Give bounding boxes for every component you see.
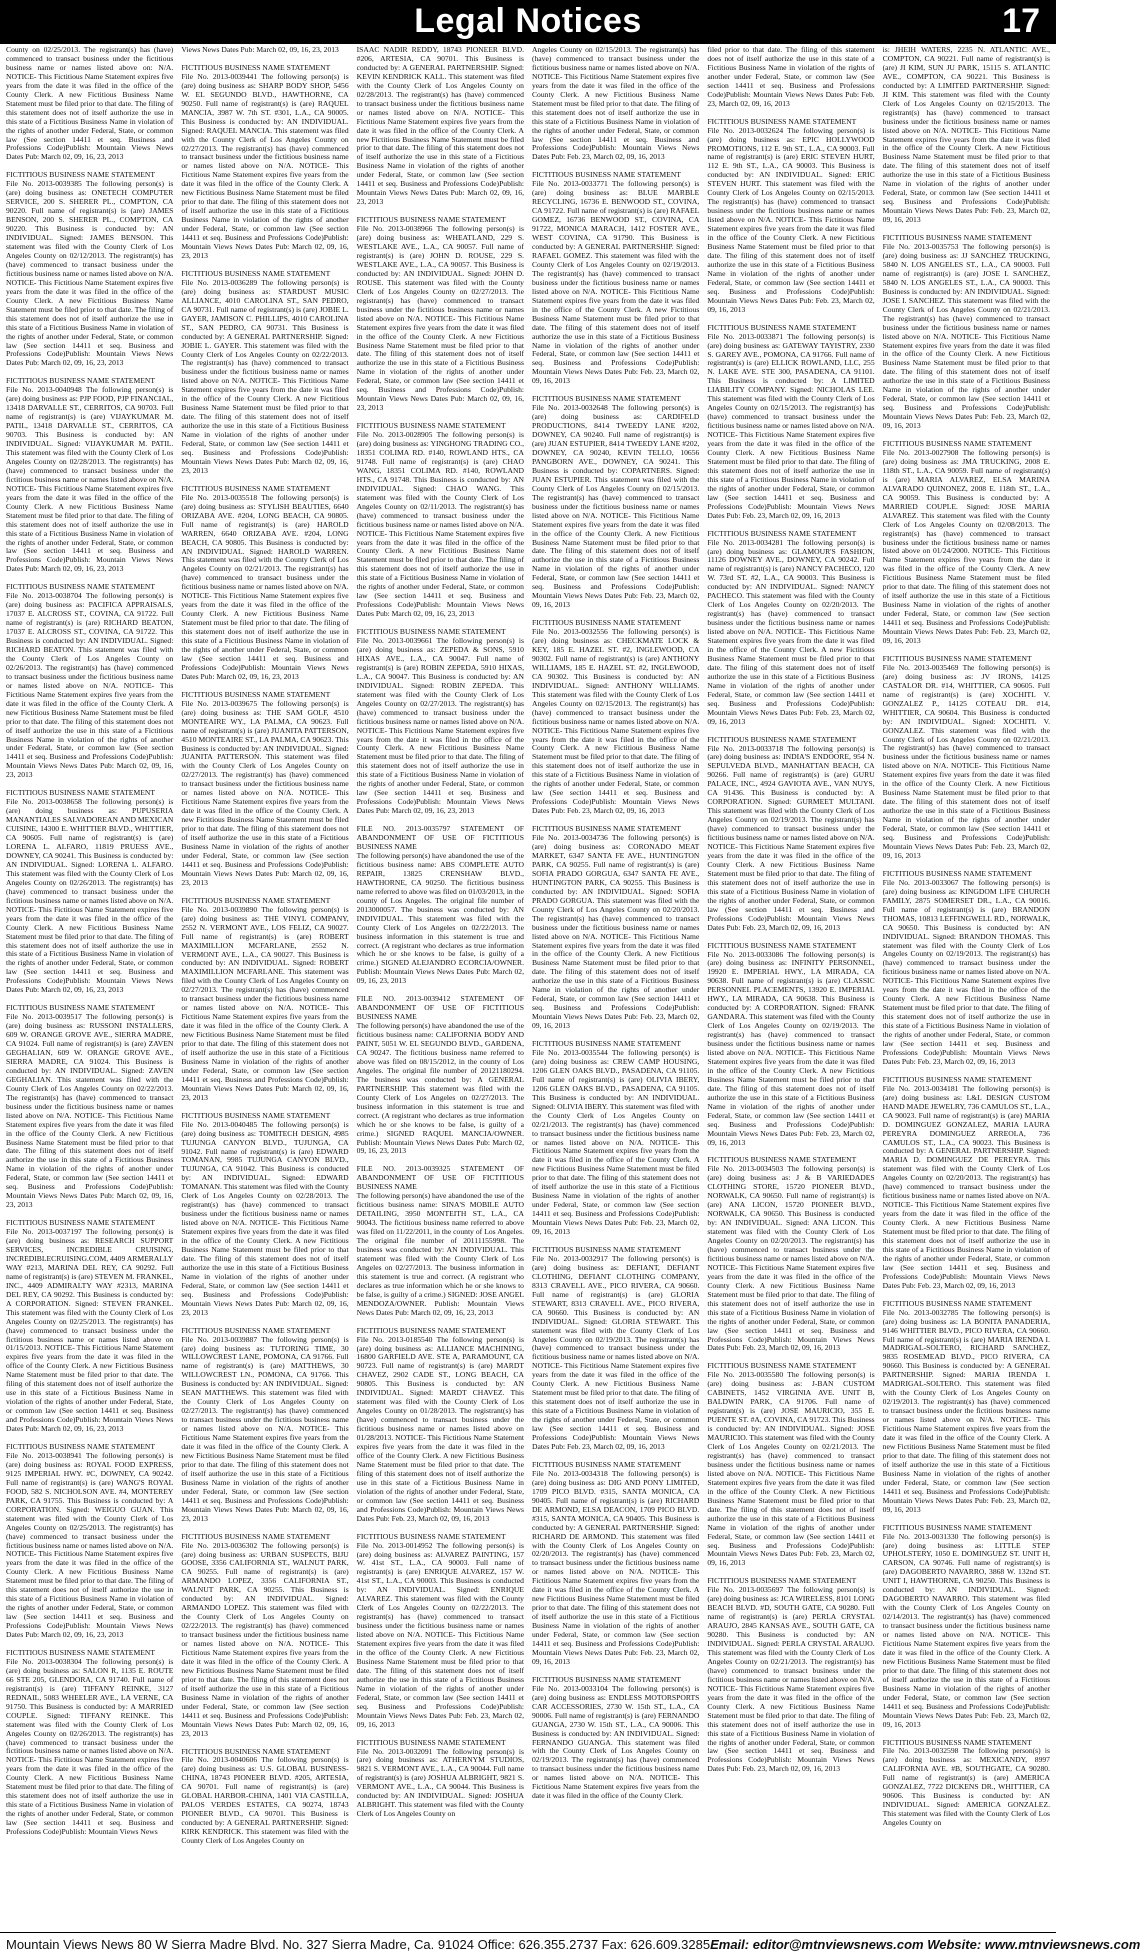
notice-body: File No. 2013-0038658 The following person(s) is (are) doing business as: PUPUSERIA MANANTIALES SALVADOREAN AND MEXICAN CUISINE, 14300 E. WHITTIER BLVD., WHITTIER, CA 90605. Full name of registrant(s) is (are) LORENA L. ALFARO, 11819 PRUESS AVE., DOWNEY, CA 90241. This Business is conducted by: AN INDIVIDUAL. Signed: LORENA L. ALFARO. This statement was filed with the County Clerk of Los Angeles County on 02/26/2013. The registrant(s) has (have) commenced to transact business under the fictitious business name or names listed above on N/A. NOTICE- This Fictitious Name Statement expires five years from the date it was filed in the office of the County Clerk. A new Fictitious Business Name Statement must be filed prior to that date. The filing of this statement does not of itself authorize the use in this state of a Fictitious Business Name in violation of the rights of another under Federal, State, or common law (See section 14411 et seq. Business and Professions Code)Publish: Mountain Views News Dates Pub: March 02, 09, 16, 23, 2013: [6, 797, 174, 995]
notice-title: FILE NO. 2013-0039325 STATEMENT OF ABANDONMENT OF USE OF FICTITIOUS BUSINESS NAME: [356, 1164, 524, 1192]
notice-column: [6, 46, 173, 1928]
legal-notice: [707, 118, 874, 315]
notice-title: FICTITIOUS BUSINESS NAME STATEMENT: [531, 170, 681, 180]
legal-notice: [883, 870, 1050, 1067]
notice-body: File No. 2013-0037197 The following person(s) is (are) doing business as: RESEARCH SUPPORT SERVICES, INCREDIBLE CRUISING, INCREDIBLECRUISING.COM, 4409 ARMERALLY WAY #213, MARINA DEL REY, CA 90292. Full name of registrant(s) is (are) STEVEN M. FRANKEL, INC., 4409 ADMIRALTY WAY #2313, MARINA DEL REY, CA 90292. This Business is conducted by: A CORPORATION. Signed: STEVEN FRANKEL. This statement was filed with the County Clerk of Los Angeles County on 02/25/2013. The registrant(s) has (have) commenced to transact business under the fictitious business name or names listed above on 01/15/2013. NOTICE- This Fictitious Name Statement expires five years from the date it was filed in the office of the County Clerk. A new Fictitious Business Name Statement must be filed prior to that date. The filing of this statement does not of itself authorize the use in this state of a Fictitious Business Name in violation of the rights of another under Federal, State, or common law (See section 14411 et seq. Business and Professions Code)Publish: Mountain Views News Dates Pub: March 02, 09, 16, 23, 2013: [6, 1227, 174, 1434]
notice-title: FICTITIOUS BUSINESS NAME STATEMENT: [882, 233, 1032, 243]
legal-notice: [357, 1739, 524, 1820]
legal-notice: [6, 1219, 173, 1434]
notice-body: File No. 2013-0032091 The following person(s) is (are) doing business as: ATHERNYM STUDIOS, 9821 S. VERMONT AVE., L.A., CA 90044. Full name of registrant(s) is (are) JOSHUA ALBRIGHT, 9821 S. VERMONT AVE., L.A., CA 90044. This Business is conducted by: AN INDIVIDUAL. Signed: JOSHUA ALBRIGHT. This statement was filed with the County Clerk of Los Angeles County on: [356, 1746, 524, 1819]
notice-title: FICTITIOUS BUSINESS NAME STATEMENT: [707, 734, 857, 744]
notice-body: File No. 2013-0039675 The following person(s) is (are) doing business as: THE SAM GOLF, 4510 MONTEAIRE WY., LA PALMA, CA 90623. Full name of registrant(s) is (are) JUANITA PATTERSON, 4510 MONTEAIRE ST., LA PALMA, CA 90623. This Business is conducted by: AN INDIVIDUAL. Signed: JUANITA PATTERSON. This statement was filed with the County Clerk of Los Angeles County on 02/27/2013. The registrant(s) has (have) commenced to transact business under the fictitious business name or names listed above on N/A. NOTICE- This Fictitious Name Statement expires five years from the date it was filed in the office of the County Clerk. A new Fictitious Business Name Statement must be filed prior to that date. The filing of this statement does not of itself authorize the use in this state of a Fictitious Business Name in violation of the rights of another under Federal, State, or common law (See section 14411 et seq. Business and Professions Code)Publish: Mountain Views News Dates Pub: March 02, 09, 16, 23, 2013: [181, 698, 349, 887]
notice-title: FICTITIOUS BUSINESS NAME STATEMENT: [6, 1647, 155, 1657]
legal-notice: [883, 1300, 1050, 1515]
legal-notice: [707, 46, 874, 109]
legal-notice: [6, 1443, 173, 1640]
legal-notice: [6, 1649, 173, 1837]
notice-body: ISAAC NADIR REDDY, 18743 PIONEER BLVD. #206, ARTESIA, CA 90701. This Business is conducted by: A GENERAL PARTNERSHIP. Signed: KEVIN KENDRICK KALL. This statement was filed with the County Clerk of Los Angeles County on 02/28/2013. The registrant(s) has (have) commenced to transact business under the fictitious business name or names listed above on N/A. NOTICE- This Fictitious Name Statement expires five years from the date it was filed in the office of the County Clerk. A new Fictitious Business Name Statement must be filed prior to that date. The filing of this statement does not of itself authorize the use in this state of a Fictitious Business Name in violation of the rights of another under Federal, State, or common law (See section 14411 et seq. Business and Professions Code)Publish: Mountain Views News Dates Pub: March 02, 09, 16, 23, 2013: [356, 45, 524, 207]
legal-notice: [532, 1461, 699, 1667]
legal-notice: [532, 1246, 699, 1452]
legal-notice: [532, 395, 699, 610]
notice-title: FICTITIOUS BUSINESS NAME STATEMENT: [181, 483, 331, 493]
notice-body: File No. 2013-0033771 The following person(s) is (are) doing business as: BLUE MARBLE RECYCLING, 16736 E. BENWOOD ST., COVINA, CA 91722. Full name of registrant(s) is (are) RAFAEL GOMEZ, 16736 BENWOOD ST., COVINA, CA 91722, MONICA MARACH, 1412 FOSTER AVE., WEST COVINA, CA 91790. This Business is conducted by: A GENERAL PARTNERSHIP. Signed: RAFAEL GOMEZ. This statement was filed with the County Clerk of Los Angeles County on 02/19/2013. The registrant(s) has (have) commenced to transact business under the fictitious business name or names listed above on N/A. NOTICE- This Fictitious Name Statement expires five years from the date it was filed in the office of the County Clerk. A new Fictitious Business Name Statement must be filed prior to that date. The filing of this statement does not of itself authorize the use in this state of a Fictitious Business Name in violation of the rights of another under Federal, State, or common law (See section 14411 et seq. Business and Professions Code)Publish: Mountain Views News Dates Pub: Feb. 23, March 02, 09, 16, 2013: [531, 179, 700, 386]
notice-title: FICTITIOUS BUSINESS NAME STATEMENT: [6, 582, 155, 592]
notice-body: File No. 2013-0040606 The following person(s) is (are) doing business as: U.S. GLOBAL BUSINESS-CHINA, 18743 PIONEER BLVD. #205, ARTESIA, CA 90701. Full name of registrant(s) is (are) GLOBAL HARBOR-CHINA, 1401 VIA CASTILLA, PALOS VERDES ESTATES, CA 90274, 18743 PIONEER BLVD., CA 90701. This Business is conducted by: A GENERAL PARTNERSHIP. Signed: KIRK KENDRICK. This statement was filed with the County Clerk of Los Angeles County on: [181, 1755, 349, 1846]
legal-notice: [532, 1676, 699, 1801]
legal-notice: [6, 789, 173, 995]
notice-title: FICTITIOUS BUSINESS NAME STATEMENT: [181, 1746, 331, 1756]
legal-notice: [532, 171, 699, 386]
legal-notice: [883, 1739, 1050, 1829]
legal-notice: [883, 440, 1050, 646]
legal-notice: [6, 46, 173, 162]
notice-title: FICTITIOUS BUSINESS NAME STATEMENT: [707, 528, 857, 538]
notice-body: File No. 2013-0035753 The following person(s) is (are) doing business as: JJ SANCHEZ TRUCKING, 5840 N. LOS ANGELES ST., L.A., CA 90003. Full name of registrant(s) is (are) JOSE I. SANCHEZ, 5840 N. LOS ANGELES ST., L.A., CA 90003. This Business is conducted by: AN INDIVIDUAL. Signed: JOSE I. SANCHEZ. This statement was filed with the County Clerk of Los Angeles County on 02/21/2013. The registrant(s) has (have) commenced to transact business under the fictitious business name or names listed above on N/A. NOTICE- This Fictitious Name Statement expires five years from the date it was filed in the office of the County Clerk. A new Fictitious Business Name Statement must be filed prior to that date. The filing of this statement does not of itself authorize the use in this state of a Fictitious Business Name in violation of the rights of another under Federal, State, or common law (See section 14411 et seq. Business and Professions Code)Publish: Mountain Views News Dates Pub: Feb. 23, March 02, 09, 16, 2013: [882, 242, 1050, 431]
notice-body: File No. 2013-0033871 The following person(s) is (are) doing business as: GATEWAY TAYISTRY, 2330 S. GAREY AVE., POMONA, CA 91766. Full name of registrant(s) is (are) ELLICK ROWLAND, LLC, 255 N. LAKE AVE. STE 300, PASADENA, CA 91101. This Business is conducted by: A LIMITED LIABILITY COMPANY. Signed: NICHOLAS LEE. This statement was filed with the County Clerk of Los Angeles County on 02/15/2013. The registrant(s) has (have) commenced to transact business under the fictitious business name or names listed above on N/A. NOTICE- This Fictitious Name Statement expires five years from the date it was filed in the office of the County Clerk. A new Fictitious Business Name Statement must be filed prior to that date. The filing of this statement does not of itself authorize the use in this state of a Fictitious Business Name in violation of the rights of another under Federal, State, or common law (See section 14411 et seq. Business and Professions Code)Publish: Mountain Views News Dates Pub: Feb. 23, March 02, 09, 16, 2013: [707, 331, 875, 520]
notice-title: FICTITIOUS BUSINESS NAME STATEMENT: [181, 689, 331, 699]
notice-title: FICTITIOUS BUSINESS NAME STATEMENT: [882, 1522, 1032, 1532]
notice-title: FICTITIOUS BUSINESS NAME STATEMENT: [707, 116, 857, 126]
notice-body: File No. 2013-0031330 The following person(s) is (are) doing business as: LITTLE STEP UPHOLSTERY, 1050 E. DOMINGUEZ ST. UNIT H, CARSON, CA 90746. Full name of registrant(s) is (are) DAGOBERTO NAVARRO, 3868 W. 132nd ST. UNIT I, HAWTHORNE, CA 90250. This Business is conducted by: AN INDIVIDUAL. Signed: DAGOBERTO NAVARRO. This statement was filed with the County Clerk of Los Angeles County on 02/14/2013. The registrant(s) has (have) commenced to transact business under the fictitious business name or names listed above on N/A. NOTICE- This Fictitious Name Statement expires five years from the date it was filed in the office of the County Clerk. A new Fictitious Business Name Statement must be filed prior to that date. The filing of this statement does not of itself authorize the use in this state of a Fictitious Business Name in violation of the rights of another under Federal, State, or common law (See section 14411 et seq. Business and Professions Code)Publish: Mountain Views News Dates Pub: Feb. 23, March 02, 09, 16, 2013: [882, 1531, 1050, 1729]
legal-notice: [532, 619, 699, 816]
notice-title: FICTITIOUS BUSINESS NAME STATEMENT: [6, 1003, 155, 1013]
page-header: [0, 0, 1056, 44]
legal-notice: [181, 46, 348, 55]
legal-notice: [883, 46, 1050, 225]
notice-title: FICTITIOUS BUSINESS NAME STATEMENT: [6, 1218, 155, 1228]
notice-title: FICTITIOUS BUSINESS NAME STATEMENT: [531, 824, 681, 834]
legal-notice: [883, 655, 1050, 861]
legal-notice: [707, 324, 874, 521]
notice-body: File No. 2013-0033104 The following person(s) is (are) doing business as: ENDLESS MOTORSPORTS CAR ACCESSORIES, 2730 W. 15th ST., L.A., CA 90006. Full name of registrant(s) is (are) FERNANDO GUANGA, 2730 W. 15th ST., L.A., CA 90006. This Business is conducted by: AN INDIVIDUAL. Signed: FERNANDO GUANGA. This statement was filed with the County Clerk of Los Angeles County on 02/19/2013. The registrant(s) has (have) commenced to transact business under the fictitious business name or names listed above on N/A. NOTICE- This Fictitious Name Statement expires five years from the date it was filed in the office of the County Clerk.: [531, 1683, 700, 1801]
notice-body: File No. 2013-0039517 The following person(s) is (are) doing business as: RUSSONI INSTALLERS, 609 W. ORANGE GROVE AVE., SIERRA MADRE, CA 91024. Full name of registrant(s) is (are) ZAVEN GEGHALIAN, 609 W. ORANGE GROVE AVE., SIERRA MADRE, CA 91024. This Business is conducted by: AN INDIVIDUAL. Signed: ZAVEN GEGHALIAN. This statement was filed with the County Clerk of Los Angeles County on 02/22/2013. The registrant(s) has (have) commenced to transact business under the fictitious business name or names listed above on N/A. NOTICE- This Fictitious Name Statement expires five years from the date it was filed in the office of the County Clerk. A new Fictitious Business Name Statement must be filed prior to that date. The filing of this statement does not of itself authorize the use in this state of a Fictitious Business Name in violation of the rights of another under Federal, State, or common law (See section 14411 et seq. Business and Professions Code)Publish: Mountain Views News Dates Pub: March 02, 09, 16, 23, 2013: [6, 1012, 174, 1210]
notice-body: The following person(s) have abandoned the use of the fictitious business name: ABS COMPLETE AUTO REPAIR, 13825 CRENSHAW BLVD., HAWTHORNE, CA 90250. The fictitious business name referred to above was filed on 01/03/2013, in the county of Los Angeles. The original file number of 2013000057. The business was conducted by: AN INDIVIDUAL. This statement was filed with the County Clerk of Los Angeles on 02/22/2013. The business information in this statement is true and correct. (A registrant who declares as true information which he or she knows to be false, is guilty of a crime.) SIGNED ALEJANDRO ECORCIA/OWNER. Publish: Mountain Views News Dates Pub: March 02, 09, 16, 23, 2013: [356, 850, 524, 986]
notice-title: FICTITIOUS BUSINESS NAME STATEMENT: [356, 215, 506, 225]
legal-notice: [707, 1577, 874, 1774]
legal-notice: [357, 1533, 524, 1730]
notice-body: File No. 2013-0185540 The following person(s) is (are) doing business as: ALLIANCE MACHINING, 16800 GARFIELD AVE. STE A, PARAMOUNT, CA 90723. Full name of registrant(s) is (are) MARDT CHAVEZ, 2902 CADE ST., LONG BEACH, CA 90805. This Business is conducted by: AN INDIVIDUAL. Signed: MARDT CHAVEZ. This statement was filed with the County Clerk of Los Angeles County on 01/28/2013. The registrant(s) has (have) commenced to transact business under the fictitious business name or names listed above on 01/28/2013. NOTICE- This Fictitious Name Statement expires five years from the date it was filed in the office of the County Clerk. A new Fictitious Business Name Statement must be filed prior to that date. The filing of this statement does not of itself authorize the use in this state of a Fictitious Business Name in violation of the rights of another under Federal, State, or common law (See section 14411 et seq. Business and Professions Code)Publish: Mountain Views News Dates Pub: Feb. 23, March 02, 09, 16, 2013: [356, 1334, 524, 1523]
legal-notice: [6, 377, 173, 574]
notice-column: [883, 46, 1050, 1928]
legal-notice: [6, 1004, 173, 1210]
legal-notice: [883, 234, 1050, 431]
legal-notice: [357, 216, 524, 413]
notice-body: File No. 2013-0039385 The following person(s) is (are) doing business as: ONETECH COMPUTER SERVICE, 200 S. SHERER PL., COMPTON, CA 90220. Full name of registrant(s) is (are) JAMES BENSON, 200 S. SHERER PL., COMPTON, CA 90220. This Business is conducted by: AN INDIVIDUAL. Signed: JAMES BENSON. This statement was filed with the County Clerk of Los Angeles County on 02/12/2013. The registrant(s) has (have) commenced to transact business under the fictitious business name or names listed above on N/A. NOTICE- This Fictitious Name Statement expires five years from the date it was filed in the office of the County Clerk. A new Fictitious Business Name Statement must be filed prior to that date. The filing of this statement does not of itself authorize the use in this state of a Fictitious Business Name in violation of the rights of another under Federal, State, or common law (See section 14411 et seq. Business and Professions Code)Publish: Mountain Views News Dates Pub: March 02, 09, 16, 23, 2013: [6, 179, 174, 368]
notice-title: FICTITIOUS BUSINESS NAME STATEMENT: [707, 1155, 857, 1165]
notice-body: File No. 2013-0040485 The following person(s) is (are) doing business as: TOMITECH DESIGN, 4985 TUJUNGA CANYON BLVD., TUJUNGA, CA 91042. Full name of registrant(s) is (are) EDWARD TOMANAN, 9985 TUJUNGA CANYON BLVD., TUJUNGA, CA 91042. This Business is conducted by: AN INDIVIDUAL. Signed: EDWARD TOMANAN. This statement was filed with the County Clerk of Los Angeles County on 02/28/2013. The registrant(s) has (have) commenced to transact business under the fictitious business name or names listed above on N/A. NOTICE- This Fictitious Name Statement expires five years from the date it was filed in the office of the County Clerk. A new Fictitious Business Name Statement must be filed prior to that date. The filing of this statement does not of itself authorize the use in this state of a Fictitious Business Name in violation of the rights of another under Federal, State, or common law (See section 14411 et seq. Business and Professions Code)Publish: Mountain Views News Dates Pub: March 02, 09, 16, 23, 2013: [181, 1119, 349, 1317]
footer-contact-info: Email: editor@mtnviewsnews.com Website: www.mtnviewsnews.com: [710, 1937, 1140, 1952]
notice-title: FICTITIOUS BUSINESS NAME STATEMENT: [181, 1325, 331, 1335]
legal-notice: [883, 1524, 1050, 1730]
notice-body: File No. 2013-0027908 The following person(s) is (are) doing business as: JMA TRUCKING, 2008 E. 118th ST., L.A., CA 90059. Full name of registrant(s) is (are) MARIA ALVAREZ, ELSA MARINA ALVARADO QUINONEZ, 2008 E. 118th ST., L.A., CA 90059. This Business is conducted by: A MARRIED COUPLE. Signed: JOSE MARIA ALVAREZ. This statement was filed with the County Clerk of Los Angeles County on 02/08/2013. The registrant(s) has (have) commenced to transact business under the fictitious business name or names listed above on 01/24/2000. NOTICE- This Fictitious Name Statement expires five years from the date it was filed in the office of the County Clerk. A new Fictitious Business Name Statement must be filed prior to that date. The filing of this statement does not of itself authorize the use in this state of a Fictitious Business Name in violation of the rights of another under Federal, State, or common law (See section 14411 et seq. Business and Professions Code)Publish: Mountain Views News Dates Pub: Feb. 23, March 02, 09, 16, 2013: [882, 447, 1050, 645]
notice-title: FICTITIOUS BUSINESS NAME STATEMENT: [356, 1737, 506, 1747]
notice-body: File No. 2013-0040948 The following person(s) is (are) doing business as: PJP FOOD, PJP FINANCIAL, 13418 DARVALLE ST., CERRITOS, CA 90703. Full name of registrant(s) is (are) VIJAYKUMAR M. PATIL, 13418 DARVALLE ST., CERRITOS, CA 90703. This Business is conducted by: AN INDIVIDUAL. Signed: VIJAYKUMAR M. PATIL. This statement was filed with the County Clerk of Los Angeles County on 02/28/2013. The registrant(s) has (have) commenced to transact business under the fictitious business name or names listed above on N/A. NOTICE- This Fictitious Name Statement expires five years from the date it was filed in the office of the County Clerk. A new Fictitious Business Name Statement must be filed prior to that date. The filing of this statement does not of itself authorize the use in this state of a Fictitious Business Name in violation of the rights of another under Federal, State, or common law (See section 14411 et seq. Business and Professions Code)Publish: Mountain Views News Dates Pub: March 02, 09, 16, 23, 2013: [6, 385, 174, 574]
legal-notice: [357, 1327, 524, 1524]
legal-notice: [532, 46, 699, 162]
notice-title: FICTITIOUS BUSINESS NAME STATEMENT: [882, 439, 1032, 449]
notice-body: Angeles County on 02/15/2013. The registrant(s) has (have) commenced to transact business under the fictitious business name or names listed above on N/A. NOTICE- This Fictitious Name Statement expires five years from the date it was filed in the office of the County Clerk. A new Fictitious Business Name Statement must be filed prior to that date. The filing of this statement does not of itself authorize the use in this state of a Fictitious Business Name in violation of the rights of another under Federal, State, or common law (See section 14411 et seq. Business and Professions Code)Publish: Mountain Views News Dates Pub: Feb. 23, March 02, 09, 16, 2013: [531, 45, 700, 162]
notice-title: FICTITIOUS BUSINESS NAME STATEMENT: [707, 940, 857, 950]
notice-title: FICTITIOUS BUSINESS NAME STATEMENT: [6, 376, 155, 386]
notice-body: File No. 2013-0036289 The following person(s) is (are) doing business as: STARDUST MUSIC ALLIANCE, 4010 CAROLINA ST., SAN PEDRO, CA 90731. Full name of registrant(s) is (are) JOBIE L. GAYER, JAMISON C. PHILLIPS, 4010 CAROLINA ST., SAN PEDRO, CA 90731. This Business is conducted by: A GENERAL PARTNERSHIP. Signed: JOBIE L. GAYER. This statement was filed with the County Clerk of Los Angeles County on 02/22/2013. The registrant(s) has (have) commenced to transact business under the fictitious business name or names listed above on N/A. NOTICE- This Fictitious Name Statement expires five years from the date it was filed in the office of the County Clerk. A new Fictitious Business Name Statement must be filed prior to that date. The filing of this statement does not of itself authorize the use in this state of a Fictitious Business Name in violation of the rights of another under Federal, State, or common law (See section 14411 et seq. Business and Professions Code)Publish: Mountain Views News Dates Pub: March 02, 09, 16, 23, 2013: [181, 277, 349, 475]
notice-title: FICTITIOUS BUSINESS NAME STATEMENT: [882, 1737, 1032, 1747]
notice-body: File No. 2013-0034503 The following person(s) is (are) doing business as: J & B VARIEDADES CLOTHING STORE, 15720 PIONEER BLVD., NORWALK, CA 90650. Full name of registrant(s) is (are) ANA LICON, 15720 PIONEER BLVD., NORWALK, CA 90650. This Business is conducted by: AN INDIVIDUAL. Signed: ANA LICON. This statement was filed with the County Clerk of Los Angeles County on 02/20/2013. The registrant(s) has (have) commenced to transact business under the fictitious business name or names listed above on N/A. NOTICE- This Fictitious Name Statement expires five years from the date it was filed in the office of the County Clerk. A new Fictitious Business Name Statement must be filed prior to that date. The filing of this statement does not of itself authorize the use in this state of a Fictitious Business Name in violation of the rights of another under Federal, State, or common law (See section 14411 et seq. Business and Professions Code)Publish: Mountain Views News Dates Pub: Feb. 23, March 02, 09, 16, 2013: [707, 1164, 875, 1353]
notice-body: File No. 2013-0034181 The following person(s) is (are) doing business as: L&L DESIGN CUSTOM HAND MADE JEWELRY, 736 CAMULOS ST., L.A., CA 90023. Full name of registrant(s) is (are) MARIA D. DOMINGUEZ GONZALEZ, MARIA LAURA PEREYRA DOMINGUEZ ARREOLA, 736 CAMULOS ST., L.A., CA 90023. This Business is conducted by: A GENERAL PARTNERSHIP. Signed: MARIA D. DOMINGUEZ DE PEREYRA. This statement was filed with the County Clerk of Los Angeles County on 02/20/2013. The registrant(s) has (have) commenced to transact business under the fictitious business name or names listed above on N/A. NOTICE- This Fictitious Name Statement expires five years from the date it was filed in the office of the County Clerk. A new Fictitious Business Name Statement must be filed prior to that date. The filing of this statement does not of itself authorize the use in this state of a Fictitious Business Name in violation of the rights of another under Federal, State, or common law (See section 14411 et seq. Business and Professions Code)Publish: Mountain Views News Dates Pub: Feb. 23, March 02, 09, 16, 2013: [882, 1083, 1050, 1290]
notice-body: File No. 2013-0034736 The following person(s) is (are) doing business as: CORONADO MEAT MARKET, 6347 SANTA FE AVE., HUNTINGTON PARK, CA 90255. Full name of registrant(s) is (are) SOFIA PRADO GORGUA, 6347 SANTA FE AVE., HUNTINGTON PARK, CA 90255. This Business is conducted by: AN INDIVIDUAL. Signed: SOFIA PRADO GORGUA. This statement was filed with the County Clerk of Los Angeles County on 02/20/2013. The registrant(s) has (have) commenced to transact business under the fictitious business name or names listed above on N/A. NOTICE- This Fictitious Name Statement expires five years from the date it was filed in the office of the County Clerk. A new Fictitious Business Name Statement must be filed prior to that date. The filing of this statement does not of itself authorize the use in this state of a Fictitious Business Name in violation of the rights of another under Federal, State, or common law (See section 14411 et seq. Business and Professions Code)Publish: Mountain Views News Dates Pub: Feb. 23, March 02, 09, 16, 2013: [531, 833, 700, 1031]
notice-title: FICTITIOUS BUSINESS NAME STATEMENT: [531, 1245, 681, 1254]
notice-title: FICTITIOUS BUSINESS NAME STATEMENT: [531, 394, 681, 404]
notice-title: FICTITIOUS BUSINESS NAME STATEMENT: [181, 895, 331, 905]
section-title: Legal Notices: [414, 2, 642, 40]
notice-title: FICTITIOUS BUSINESS NAME STATEMENT: [707, 322, 857, 332]
notice-body: File No. 2013-0032556 The following person(s) is (are) doing business as: CHECKMATE LOCK & KEY, 185 E. HAZEL ST. #2, INGLEWOOD, CA 90302. Full name of registrant(s) is (are) ANTHONY WILLIAMS, 185 E. HAZEL ST. #2, INGLEWOOD, CA 90302. This Business is conducted by: AN INDIVIDUAL. Signed: ANTHONY WILLIAMS. This statement was filed with the County Clerk of Los Angeles County on 02/15/2013. The registrant(s) has (have) commenced to transact business under the fictitious business name or names listed above on N/A. NOTICE- This Fictitious Name Statement expires five years from the date it was filed in the office of the County Clerk. A new Fictitious Business Name Statement must be filed prior to that date. The filing of this statement does not of itself authorize the use in this state of a Fictitious Business Name in violation of the rights of another under Federal, State, or common law (See section 14411 et seq. Business and Professions Code)Publish: Mountain Views News Dates Pub: Feb. 23, March 02, 09, 16, 2013: [531, 627, 700, 816]
notice-body: File No. 2013-0032598 The following person(s) is (are) doing business as: MEXICANDY, 8997 CALIFORNIA AVE. #B, SOUTHGATE, CA 90280. Full name of registrant(s) is (are) AMERICA GONZALEZ, 7722 DICKENS DR., WHITTIER, CA 90606. This Business is conducted by: AN INDIVIDUAL. Signed: AMERICA GONZALEZ. This statement was filed with the County Clerk of Los Angeles County on: [882, 1746, 1050, 1828]
notice-column: [707, 46, 874, 1928]
legal-notice: [357, 46, 524, 207]
notice-body: File No. 2013-0038966 The following person(s) is (are) doing business as: WHEATLAND, 229 S. WESTLAKE AVE., L.A., CA 90057. Full name of registrant(s) is (are) JOHN D. ROUSE, 229 S. WESTLAKE AVE., L.A., CA 90057. This Business is conducted by: AN INDIVIDUAL. Signed: JOHN D. ROUSE. This statement was filed with the County Clerk of Los Angeles County on 02/27/2013. The registrant(s) has (have) commenced to transact business under the fictitious business name or names listed above on N/A. NOTICE- This Fictitious Name Statement expires five years from the date it was filed in the office of the County Clerk. A new Fictitious Business Name Statement must be filed prior to that date. The filing of this statement does not of itself authorize the use in this state of a Fictitious Business Name in violation of the rights of another under Federal, State, or common law (See section 14411 et seq. Business and Professions Code)Publish: Mountain Views News Dates Pub: March 02, 09, 16, 23, 2013: [356, 224, 524, 413]
legal-notice: [6, 171, 173, 368]
legal-notice: [532, 1040, 699, 1237]
notice-title: FICTITIOUS BUSINESS NAME STATEMENT: [531, 1674, 681, 1684]
legal-notice: [707, 942, 874, 1148]
notice-title: FICTITIOUS BUSINESS NAME STATEMENT: [882, 1074, 1032, 1084]
legal-notice: [181, 1748, 348, 1846]
notice-body: File No. 2013-0039890 The following person(s) is (are) doing business as: THE VINYL COMPANY, 2552 N. VERMONT AVE., LOS FELIZ, CA 90027. Full name of registrant(s) is (are) ROBERT MAXIMILLION MCFARLANE, 2552 N. VERMONT AVE., L.A., CA 90027. This Business is conducted by: AN INDIVIDUAL. Signed: ROBERT MAXIMILLION MCFARLANE. This statement was filed with the County Clerk of Los Angeles County on 02/27/2013. The registrant(s) has (have) commenced to transact business under the fictitious business name or names listed above on N/A. NOTICE- This Fictitious Name Statement expires five years from the date it was filed in the office of the County Clerk. A new Fictitious Business Name Statement must be filed prior to that date. The filing of this statement does not of itself authorize the use in this state of a Fictitious Business Name in violation of the rights of another under Federal, State, or common law (See section 14411 et seq. Business and Professions Code)Publish: Mountain Views News Dates Pub: March 02, 09, 16, 23, 2013: [181, 904, 349, 1102]
notice-title: FICTITIOUS BUSINESS NAME STATEMENT: [181, 1110, 331, 1120]
page-number: 17: [1002, 2, 1040, 40]
notice-title: FICTITIOUS BUSINESS NAME STATEMENT: [6, 170, 155, 180]
legal-notice: [181, 897, 348, 1103]
notice-column: [181, 46, 348, 1928]
notice-title: FICTITIOUS BUSINESS NAME STATEMENT: [181, 1531, 331, 1541]
notice-body: File No. 2013-0034281 The following person(s) is (are) doing business as: GLAMOUR'S FASHION, 11126 DOWNEY AVE., DOWNEY, CA 90242. Full name of registrant(s) is (are) NANCY PACHECO, 120 W. 73rd ST. #2, L.A., CA 90003. This Business is conducted by: AN INDIVIDUAL. Signed: NANCY PACHECO. This statement was filed with the County Clerk of Los Angeles County on 02/20/2013. The registrant(s) has (have) commenced to transact business under the fictitious business name or names listed above on N/A. NOTICE- This Fictitious Name Statement expires five years from the date it was filed in the office of the County Clerk. A new Fictitious Business Name Statement must be filed prior to that date. The filing of this statement does not of itself authorize the use in this state of a Fictitious Business Name in violation of the rights of another under Federal, State, or common law (See section 14411 et seq. Business and Professions Code)Publish: Mountain Views News Dates Pub: Feb. 23, March 02, 09, 16, 2013: [707, 537, 875, 726]
legal-notice: [6, 583, 173, 780]
notice-body: File No. 2013-0039887 The following person(s) is (are) doing business as: TUTORING TIME, 30 WILLOWCREST LANE, POMONA, CA 91766. Full name of registrant(s) is (are) MATTHEWS, 30 WILLOWCREST LN., POMONA, CA 91766. This Business is conducted by: AN INDIVIDUAL. Signed: SEAN MATTHEWS. This statement was filed with the County Clerk of Los Angeles County on 02/27/2013. The registrant(s) has (have) commenced to transact business under the fictitious business name or names listed above on N/A. NOTICE- This Fictitious Name Statement expires five years from the date it was filed in the office of the County Clerk. A new Fictitious Business Name Statement must be filed prior to that date. The filing of this statement does not of itself authorize the use in this state of a Fictitious Business Name in violation of the rights of another under Federal, State, or common law (See section 14411 et seq. Business and Professions Code)Publish: Mountain Views News Dates Pub: March 02, 09, 16, 23, 2013: [181, 1334, 349, 1523]
notice-columns: [6, 46, 1050, 1928]
page-footer: [0, 1932, 1140, 1956]
notice-body: The following person(s) have abandoned the use of the fictitious business name: CALIFORNIA BODY AND PAINT, 5051 W. EL SEGUNDO BLVD., GARDENA, CA 90247. The fictitious business name referred to above was filed on 08/15/2012, in the county of Los Angeles. The original file number of 20121180294. The business was conducted by: A GENERAL PARTNERSHIP. This statement was filed with the County Clerk of Los Angeles on 02/27/2013. The business information in this statement is true and correct. (A registrant who declares as true information which he or she knows to be false, is guilty of a crime.) SIGNED RAQUEL MANCIA/OWNER. Publish: Mountain Views News Dates Pub: March 02, 09, 16, 23, 2013: [356, 1021, 524, 1156]
notice-title: FICTITIOUS BUSINESS NAME STATEMENT: [356, 421, 506, 431]
notice-body: File No. 2013-0033086 The following person(s) is (are) doing business as: INFINITY PERSONNEL, 19920 E. IMPERIAL HWY., LA MIRADA, CA 90638. Full name of registrant(s) is (are) CLASSIC PERSONNEL PLACEMENTS, 13920 E. IMPERIAL HWY., LA MIRADA, CA 90638. This Business is conducted by: A CORPORATION. Signed: FRANK GANDARA. This statement was filed with the County Clerk of Los Angeles County on 02/19/2013. The registrant(s) has (have) commenced to transact business under the fictitious business name or names listed above on N/A. NOTICE- This Fictitious Name Statement expires five years from the date it was filed in the office of the County Clerk. A new Fictitious Business Name Statement must be filed prior to that date. The filing of this statement does not of itself authorize the use in this state of a Fictitious Business Name in violation of the rights of another under Federal, State, or common law (See section 14411 et seq. Business and Professions Code)Publish: Mountain Views News Dates Pub: Feb. 23, March 02, 09, 16, 2013: [707, 949, 875, 1147]
notice-title: FICTITIOUS BUSINESS NAME STATEMENT: [531, 1459, 681, 1469]
notice-body: File No. 2013-0032785 The following person(s) is (are) doing business as: LA BONITA PANADERIA, 9146 WHITTIER BLVD., PICO RIVERA, CA 90660. Full name of registrant(s) is (are) MARIA IRENDA I. MADRIGAL-SOLTERO, RICHARD SANCHEZ, 9835 ROSEMEAD BLVD., PICO RIVERA, CA 90660. This Business is conducted by: A GENERAL PARTNERSHIP. Signed: MARIA IRENDA I. MADRIGAL-SOLTERO. This statement was filed with the County Clerk of Los Angeles County on 02/19/2013. The registrant(s) has (have) commenced to transact business under the fictitious business name or names listed above on N/A. NOTICE- This Fictitious Name Statement expires five years from the date it was filed in the office of the County Clerk. A new Fictitious Business Name Statement must be filed prior to that date. The filing of this statement does not of itself authorize the use in this state of a Fictitious Business Name in violation of the rights of another under Federal, State, or common law (See section 14411 et seq. Business and Professions Code)Publish: Mountain Views News Dates Pub: Feb. 23, March 02, 09, 16, 2013: [882, 1307, 1050, 1514]
notice-body: File No. 2013-0038704 The following person(s) is (are) doing business as: PACIFICA APPRAISALS, 17037 E. ALCROSS ST., COVINA, CA 91722. Full name of registrant(s) is (are) RICHARD BEATON, 17037 E. ALCROSS ST., COVINA, CA 91722. This Business is conducted by: AN INDIVIDUAL. Signed: RICHARD BEATON. This statement was filed with the County Clerk of Los Angeles County on 02/26/2013. The registrant(s) has (have) commenced to transact business under the fictitious business name or names listed above on N/A. NOTICE- This Fictitious Name Statement expires five years from the date it was filed in the office of the County Clerk. A new Fictitious Business Name Statement must be filed prior to that date. The filing of this statement does not of itself authorize the use in this state of a Fictitious Business Name in violation of the rights of another under Federal, State, or common law (See section 14411 et seq. Business and Professions Code)Publish: Mountain Views News Dates Pub: March 02, 09, 16, 23, 2013: [6, 591, 174, 780]
notice-body: File No. 2013-0039661 The following person(s) is (are) doing business as: ZEPEDA & SONS, 5910 HIXAS AVE., L.A., CA 90047. Full name of registrant(s) is (are) ROBIN ZEPEDA, 5910 HIXAS, L.A., CA 90047. This Business is conducted by: AN INDIVIDUAL. Signed: ROBIN ZEPEDA. This statement was filed with the County Clerk of Los Angeles County on 02/27/2013. The registrant(s) has (have) commenced to transact business under the fictitious business name or names listed above on N/A. NOTICE- This Fictitious Name Statement expires five years from the date it was filed in the office of the County Clerk. A new Fictitious Business Name Statement must be filed prior to that date. The filing of this statement does not of itself authorize the use in this state of a Fictitious Business Name in violation of the rights of another under Federal, State, or common law (See section 14411 et seq. Business and Professions Code)Publish: Mountain Views News Dates Pub: March 02, 09, 16, 23, 2013: [356, 636, 524, 816]
legal-notice: [532, 825, 699, 1031]
notice-body: Views News Dates Pub: March 02, 09, 16, 23, 2013: [181, 45, 339, 54]
notice-body: File No. 2013-0034318 The following person(s) is (are) doing business as: DIG AND PONY LIMITED, 1709 PICO BLVD. #315, SANTA MONICA, CA 90405. Full name of registrant(s) is (are) RICHARD DE ARMOND, ELSA DEACON, 1709 PICO BLVD. #315, SANTA MONICA, CA 90405. This Business is conducted by: A GENERAL PARTNERSHIP. Signed: RICHARD DE ARMOND. This statement was filed with the County Clerk of Los Angeles County on 02/20/2013. The registrant(s) has (have) commenced to transact business under the fictitious business name or names listed above on N/A. NOTICE- This Fictitious Name Statement expires five years from the date it was filed in the office of the County Clerk. A new Fictitious Business Name Statement must be filed prior to that date. The filing of this statement does not of itself authorize the use in this state of a Fictitious Business Name in violation of the rights of another under Federal, State, or common law (See section 14411 et seq. Business and Professions Code)Publish: Mountain Views News Dates Pub: Feb. 23, March 02, 09, 16, 2013: [531, 1468, 700, 1666]
notice-column: [357, 46, 524, 1928]
legal-notice: [181, 485, 348, 682]
notice-body: File No. 2013-0038304 The following person(s) is (are) doing business as: SALON R, 1135 E. ROUTE 66 STE 205, GLENDORA, CA 91740. Full name of registrant(s) is (are) TIFFANY REINKE, 3127 REDNAIL, 5083 WHEELER AVE., LA VERNE, CA 91750. This Business is conducted by: A MARRIED COUPLE. Signed: TIFFANY REINKE. This statement was filed with the County Clerk of Los Angeles County on 02/26/2013. The registrant(s) has (have) commenced to transact business under the fictitious business name or names listed above on N/A. NOTICE- This Fictitious Name Statement expires five years from the date it was filed in the office of the County Clerk. A new Fictitious Business Name Statement must be filed prior to that date. The filing of this statement does not of itself authorize the use in this state of a Fictitious Business Name in violation of the rights of another under Federal, State, or common law (See section 14411 et seq. Business and Professions Code)Publish: Mountain Views News: [6, 1656, 174, 1837]
legal-notice: [357, 995, 524, 1156]
notice-body: filed prior to that date. The filing of this statement does not of itself authorize the use in this state of a Fictitious Business Name in violation of the rights of another under Federal, State, or common law (See section 14411 et seq. Business and Professions Code)Publish: Mountain Views News Dates Pub: Feb. 23, March 02, 09, 16, 2013: [707, 45, 875, 108]
legal-notice: [181, 1112, 348, 1318]
legal-notice: [181, 1327, 348, 1524]
notice-body: File No. 2013-0032917 The following person(s) is (are) doing business as: DEFIANT, DEFIANT CLOTHING, DEFIANT CLOTHING COMPANY, 8313 CRAVELL AVE., PICO RIVERA, CA 90660. Full name of registrant(s) is (are) GLORIA STEWART, 8313 CRAVELL AVE., PICO RIVERA, CA 90660. This Business is conducted by: AN INDIVIDUAL. Signed: GLORIA STEWART. This statement was filed with the County Clerk of Los Angeles County on 02/19/2013. The registrant(s) has (have) commenced to transact business under the fictitious business name or names listed above on N/A. NOTICE- This Fictitious Name Statement expires five years from the date it was filed in the office of the County Clerk. A new Fictitious Business Name Statement must be filed prior to that date. The filing of this statement does not of itself authorize the use in this state of a Fictitious Business Name in violation of the rights of another under Federal, State, or common law (See section 14411 et seq. Business and Professions Code)Publish: Mountain Views News Dates Pub: Feb. 23, March 02, 09, 16, 2013: [531, 1253, 700, 1451]
legal-notice: [357, 422, 524, 619]
notice-body: File No. 2013-0036302 The following person(s) is (are) doing business as: URBAN SUSPECTS, BIJU GOOSE, 3356 CALIFORNIA ST., WALNUT PARK, CA 90255. Full name of registrant(s) is (are) ARMANDO LOPEZ, 3356 CALIFORNIA ST., WALNUT PARK, CA 90255. This Business is conducted by: AN INDIVIDUAL. Signed: ARMANDO LOPEZ. This statement was filed with the County Clerk of Los Angeles County on 02/22/2013. The registrant(s) has (have) commenced to transact business under the fictitious business name or names listed above on N/A. NOTICE- This Fictitious Name Statement expires five years from the date it was filed in the office of the County Clerk. A new Fictitious Business Name Statement must be filed prior to that date. The filing of this statement does not of itself authorize the use in this state of a Fictitious Business Name in violation of the rights of another under Federal, State, or common law (See section 14411 et seq. Business and Professions Code)Publish: Mountain Views News Dates Pub: March 02, 09, 16, 23, 2013: [181, 1540, 349, 1738]
notice-body: File No. 2013-0035580 The following person(s) is (are) doing business as: J-BAN CUSTOM CABINETS, 1452 VIRGINIA AVE. UNIT B, BALDWIN PARK, CA 91706. Full name of registrant(s) is (are) JOSE MAURICIO, 355 E. PUENTE ST. #A, COVINA, CA 91723. This Business is conducted by: AN INDIVIDUAL. Signed: JOSE MAURICIO. This statement was filed with the County Clerk of Los Angeles County on 02/21/2013. The registrant(s) has (have) commenced to transact business under the fictitious business name or names listed above on N/A. NOTICE- This Fictitious Name Statement expires five years from the date it was filed in the office of the County Clerk. A new Fictitious Business Name Statement must be filed prior to that date. The filing of this statement does not of itself authorize the use in this state of a Fictitious Business Name in violation of the rights of another under Federal, State, or common law (See section 14411 et seq. Business and Professions Code)Publish: Mountain Views News Dates Pub: Feb. 23, March 02, 09, 16, 2013: [707, 1370, 875, 1568]
notice-body: File No. 2013-0032648 The following person(s) is (are) doing business as: CARDIFELD PRODUCTIONS, 8414 TWEEDY LANE #202, DOWNEY, CA 90240. Full name of registrant(s) is (are) JUAN ESTUPIER, 8414 TWEEDY LANE #202, DOWNEY, CA 90240, KEVIN TELLO, 10656 PANGBORN AVE., DOWNEY, CA 90241. This Business is conducted by: COPARTNERS. Signed: JUAN ESTUPIER. This statement was filed with the County Clerk of Los Angeles County on 02/15/2013. The registrant(s) has (have) commenced to transact business under the fictitious business name or names listed above on N/A. NOTICE- This Fictitious Name Statement expires five years from the date it was filed in the office of the County Clerk. A new Fictitious Business Name Statement must be filed prior to that date. The filing of this statement does not of itself authorize the use in this state of a Fictitious Business Name in violation of the rights of another under Federal, State, or common law (See section 14411 et seq. Business and Professions Code)Publish: Mountain Views News Dates Pub: Feb. 23, March 02, 09, 16, 2013: [531, 403, 700, 610]
notice-title: FICTITIOUS BUSINESS NAME STATEMENT: [531, 618, 681, 628]
notice-title: FICTITIOUS BUSINESS NAME STATEMENT: [531, 1039, 681, 1049]
notice-title: FICTITIOUS BUSINESS NAME STATEMENT: [356, 1325, 506, 1335]
legal-notice: [707, 1362, 874, 1568]
notice-title: FICTITIOUS BUSINESS NAME STATEMENT: [356, 627, 506, 637]
notice-body: File No. 2013-0039441 The following person(s) is (are) doing business as: SHARP BODY SHOP, 5456 W. EL SEGUNDO BLVD., HAWTHORNE, CA 90250. Full name of registrant(s) is (are) RAQUEL MANCIA, 3987 W. 7th ST. #301, L.A., CA 90005. This Business is conducted by: AN INDIVIDUAL. Signed: RAQUEL MANCIA. This statement was filed with the County Clerk of Los Angeles County on 02/27/2013. The registrant(s) has (have) commenced to transact business under the fictitious business name or names listed above on N/A. NOTICE- This Fictitious Name Statement expires five years from the date it was filed in the office of the County Clerk. A new Fictitious Business Name Statement must be filed prior to that date. The filing of this statement does not of itself authorize the use in this state of a Fictitious Business Name in violation of the rights of another under Federal, State, or common law (See section 14411 et seq. Business and Professions Code)Publish: Mountain Views News Dates Pub: March 02, 09, 16, 23, 2013: [181, 71, 349, 260]
notice-body: File No. 2013-0014952 The following person(s) is (are) doing business as: ALVAREZ PAINTING, 157 W. 41st ST., L.A., CA 90003. Full name of registrant(s) is (are) ENRIQUE ALVAREZ, 157 W. 41st ST., L.A., CA 90003. This Business is conducted by: AN INDIVIDUAL. Signed: ENRIQUE ALVAREZ. This statement was filed with the County Clerk of Los Angeles County on 02/22/2013. The registrant(s) has (have) commenced to transact business under the fictitious business name or names listed above on N/A. NOTICE- This Fictitious Name Statement expires five years from the date it was filed in the office of the County Clerk. A new Fictitious Business Name Statement must be filed prior to that date. The filing of this statement does not of itself authorize the use in this state of a Fictitious Business Name in violation of the rights of another under Federal, State, or common law (See section 14411 et seq. Business and Professions Code)Publish: Mountain Views News Dates Pub: Feb. 23, March 02, 09, 16, 2013: [356, 1540, 524, 1729]
notice-title: FICTITIOUS BUSINESS NAME STATEMENT: [356, 1531, 506, 1541]
legal-notice: [181, 691, 348, 888]
notice-title: FICTITIOUS BUSINESS NAME STATEMENT: [882, 868, 1032, 878]
notice-body: File No. 2013-0035469 The following person(s) is (are) doing business as: JV IRONS, 14125 CASTALOR DR. #14, WHITTIER, CA 90605. Full name of registrant(s) is (are) XOCHITL V. GONZALEZ P., 14125 COTEAU DR. #14, WHITTIER, CA 90604. This Business is conducted by: AN INDIVIDUAL. Signed: XOCHITL V. GONZALEZ. This statement was filed with the County Clerk of Los Angeles County on 02/21/2013. The registrant(s) has (have) commenced to transact business under the fictitious business name or names listed above on N/A. NOTICE- This Fictitious Name Statement expires five years from the date it was filed in the office of the County Clerk. A new Fictitious Business Name Statement must be filed prior to that date. The filing of this statement does not of itself authorize the use in this state of a Fictitious Business Name in violation of the rights of another under Federal, State, or common law (See section 14411 et seq. Business and Professions Code)Publish: Mountain Views News Dates Pub: Feb. 23, March 02, 09, 16, 2013: [882, 662, 1050, 860]
legal-notice: [357, 628, 524, 816]
notice-body: is: JHEIH WATERS, 2235 N. ATLANTIC AVE., COMPTON, CA 90221. Full name of registrant(s) is (are) JI KIM, SUN JU PARK, 15115 S. ATLANTIC AVE., COMPTON, CA 90221. This Business is conducted by: A LIMITED PARTNERSHIP. Signed: JI KIM. This statement was filed with the County Clerk of Los Angeles County on 02/15/2013. The registrant(s) has (have) commenced to transact business under the fictitious business name or names listed above on N/A. NOTICE- This Fictitious Name Statement expires five years from the date it was filed in the office of the County Clerk. A new Fictitious Business Name Statement must be filed prior to that date. The filing of this statement does not of itself authorize the use in this state of a Fictitious Business Name in violation of the rights of another under Federal, State, or common law (See section 14411 et seq. Business and Professions Code)Publish: Mountain Views News Dates Pub: Feb. 23, March 02, 09, 16, 2013: [882, 45, 1050, 225]
notice-body: File No. 2013-0035697 The following person(s) is (are) doing business as: JCA WIRELESS, 8101 LONG BEACH BLVD. #D, SOUTH GATE, CA 90280. Full name of registrant(s) is (are) PERLA CRYSTAL ARAUJO, 2845 KANSAS AVE., SOUTH GATE, CA 90280. This Business is conducted by: AN INDIVIDUAL. Signed: PERLA CRYSTAL ARAUJO. This statement was filed with the County Clerk of Los Angeles County on 02/21/2013. The registrant(s) has (have) commenced to transact business under the fictitious business name or names listed above on N/A. NOTICE- This Fictitious Name Statement expires five years from the date it was filed in the office of the County Clerk. A new Fictitious Business Name Statement must be filed prior to that date. The filing of this statement does not of itself authorize the use in this state of a Fictitious Business Name in violation of the rights of another under Federal, State, or common law (See section 14411 et seq. Business and Professions Code)Publish: Mountain Views News Dates Pub: Feb. 23, March 02, 09, 16, 2013: [707, 1585, 875, 1774]
notice-column: [532, 46, 699, 1928]
legal-notice: [181, 64, 348, 261]
notice-body: File No. 2013-0038941 The following person(s) is (are) doing business as: ROYAL FOOD EXPRESS, 9125 IMPERIAL HWY. #C, DOWNEY, CA 90242. Full name of registrant(s) is (are) WANG'S ROYAL FOOD, 582 S. NICHOLSON AVE. #4, MONTEREY PARK, CA 91755. This Business is conducted by: A CORPORATION. Signed: WEIGUO GUAN. This statement was filed with the County Clerk of Los Angeles County on 02/25/2013. The registrant(s) has (have) commenced to transact business under the fictitious business name or names listed above on N/A. NOTICE- This Fictitious Name Statement expires five years from the date it was filed in the office of the County Clerk. A new Fictitious Business Name Statement must be filed prior to that date. The filing of this statement does not of itself authorize the use in this state of a Fictitious Business Name in violation of the rights of another under Federal, State, or common law (See section 14411 et seq. Business and Professions Code)Publish: Mountain Views News Dates Pub: March 02, 09, 16, 23, 2013: [6, 1450, 174, 1640]
notice-title: FICTITIOUS BUSINESS NAME STATEMENT: [6, 788, 155, 798]
legal-notice: [707, 736, 874, 933]
notice-body: File No. 2013-0035544 The following person(s) is (are) doing business as: CREW CAMP HOUSING, 1206 GLEN OAKS BLVD., PASADENA, CA 91105. Full name of registrant(s) is (are) OLIVIA IBERY, 1206 GLEN OAKS BLVD., PASADENA, CA 91105. This Business is conducted by: AN INDIVIDUAL. Signed: OLIVIA IBERY. This statement was filed with the County Clerk of Los Angeles County on 02/21/2013. The registrant(s) has (have) commenced to transact business under the fictitious business name or names listed above on N/A. NOTICE- This Fictitious Name Statement expires five years from the date it was filed in the office of the County Clerk. A new Fictitious Business Name Statement must be filed prior to that date. The filing of this statement does not of itself authorize the use in this state of a Fictitious Business Name in violation of the rights of another under Federal, State, or common law (See section 14411 et seq. Business and Professions Code)Publish: Mountain Views News Dates Pub: Feb. 23, March 02, 09, 16, 2013: [531, 1047, 700, 1237]
notice-title: FICTITIOUS BUSINESS NAME STATEMENT: [882, 1298, 1032, 1308]
legal-notice: [181, 270, 348, 476]
legal-notice: [357, 1165, 524, 1317]
notice-title: FILE NO. 2013-0039412 STATEMENT OF ABANDONMENT OF USE OF FICTITIOUS BUSINESS NAME: [356, 994, 524, 1022]
notice-body: File No. 2013-0032624 The following person(s) is (are) doing business as: EPIC HOLLYWOOD PROMOTIONS, 112 E. 9th ST., L.A., CA 90003. Full name of registrant(s) is (are) ERIC STEVEN HURT, 112 E. 9th ST., L.A., CA 90003. This Business is conducted by: AN INDIVIDUAL. Signed: ERIC STEVEN HURT. This statement was filed with the County Clerk of Los Angeles County on 02/15/2013. The registrant(s) has (have) commenced to transact business under the fictitious business name or names listed above on N/A. NOTICE- This Fictitious Name Statement expires five years from the date it was filed in the office of the County Clerk. A new Fictitious Business Name Statement must be filed prior to that date. The filing of this statement does not of itself authorize the use in this state of a Fictitious Business Name in violation of the rights of another under Federal, State, or common law (See section 14411 et seq. Business and Professions Code)Publish: Mountain Views News Dates Pub: Feb. 23, March 02, 09, 16, 2013: [707, 125, 875, 314]
legal-notice: [181, 1533, 348, 1739]
notice-body: File No. 2013-0033718 The following person(s) is (are) doing business as: INDIA'S ENDOORE, 954 N. SEPULVEDA BLVD., MANHATTAN BEACH, CA 90266. Full name of registrant(s) is (are) GURU PALACE, INC., 4924 GAVIOTA AVE., VAN NUYS, CA 91436. This Business is conducted by: A CORPORATION. Signed: GURMEET MULTANI. This statement was filed with the County Clerk of Los Angeles County on 02/19/2013. The registrant(s) has (have) commenced to transact business under the fictitious business name or names listed above on N/A. NOTICE- This Fictitious Name Statement expires five years from the date it was filed in the office of the County Clerk. A new Fictitious Business Name Statement must be filed prior to that date. The filing of this statement does not of itself authorize the use in this state of a Fictitious Business Name in violation of the rights of another under Federal, State, or common law (See section 14411 et seq. Business and Professions Code)Publish: Mountain Views News Dates Pub: Feb. 23, March 02, 09, 16, 2013: [707, 743, 875, 932]
notice-body: County on 02/25/2013. The registrant(s) has (have) commenced to transact business under the fictitious business name or names listed above on: N/A. NOTICE- This Fictitious Name Statement expires five years from the date it was filed in the office of the County Clerk. A new Fictitious Business Name Statement must be filed prior to that date. The filing of this statement does not of itself authorize the use in this state of a Fictitious Business Name in violation of the rights of another under Federal, State, or common law (See section 14411 et seq. Business and Professions Code)Publish: Mountain Views News Dates Pub: March 02, 09, 16, 23, 2013: [6, 45, 174, 162]
notice-title: FICTITIOUS BUSINESS NAME STATEMENT: [882, 653, 1032, 663]
notice-title: FICTITIOUS BUSINESS NAME STATEMENT: [707, 1361, 857, 1371]
notice-title: FICTITIOUS BUSINESS NAME STATEMENT: [181, 268, 331, 278]
footer-publisher-info: Mountain Views News 80 W Sierra Madre Blvd. No. 327 Sierra Madre, Ca. 91024 Office: 626.355.2737 Fax: 626.609.3285: [6, 1937, 711, 1952]
notice-title: FICTITIOUS BUSINESS NAME STATEMENT: [6, 1442, 155, 1452]
notice-title: FICTITIOUS BUSINESS NAME STATEMENT: [707, 1576, 857, 1586]
notice-body: The following person(s) have abandoned the use of the fictitious business name: SINA'S MOBILE AUTO DETAILING, 3950 MONTEITH ST., L.A., CA 90043. The fictitious business name referred to above was filed on 11/22/2011, in the county of Los Angeles. The original file number of 20111155998. The business was conducted by: AN INDIVIDUAL. This statement was filed with the County Clerk of Los Angeles on 02/27/2013. The business information in this statement is true and correct. (A registrant who declares as true information which he or she knows to be false, is guilty of a crime.) SIGNED: JOSE ANGEL MENDOZA/OWNER. Publish: Mountain Views News Dates Pub: March 02, 09, 16, 23, 2013: [356, 1191, 524, 1317]
legal-notice: [357, 825, 524, 986]
notice-body: File No. 2013-0035518 The following person(s) is (are) doing business as: STYLISH BEAUTIES, 6640 ORIZABA AVE. #204, LONG BEACH, CA 90805. Full name of registrant(s) is (are) HAROLD WARREN, 6640 ORIZABA AVE. #204, LONG BEACH, CA 90805. This Business is conducted by: AN INDIVIDUAL. Signed: HAROLD WARREN. This statement was filed with the County Clerk of Los Angeles County on 02/21/2013. The registrant(s) has (have) commenced to transact business under the fictitious business name or names listed above on N/A. NOTICE- This Fictitious Name Statement expires five years from the date it was filed in the office of the County Clerk. A new Fictitious Business Name Statement must be filed prior to that date. The filing of this statement does not of itself authorize the use in this state of a Fictitious Business Name in violation of the rights of another under Federal, State, or common law (See section 14411 et seq. Business and Professions Code)Publish: Mountain Views News Dates Pub: March 02, 09, 16, 23, 2013: [181, 492, 349, 681]
legal-notice: [707, 1156, 874, 1353]
notice-body: File No. 2013-0033067 The following person(s) is (are) doing business as: KINGDOM LIFE CHURCH FAMILY, 2875 SOMERSET DR., L.A., CA 90016. Full name of registrant(s) is (are) BRANDON THOMAS, 10813 LEFFINGWELL RD., NORWALK, CA 90650. This Business is conducted by: AN INDIVIDUAL. Signed: BRANDON THOMAS. This statement was filed with the County Clerk of Los Angeles County on 02/19/2013. The registrant(s) has (have) commenced to transact business under the fictitious business name or names listed above on N/A. NOTICE- This Fictitious Name Statement expires five years from the date it was filed in the office of the County Clerk. A new Fictitious Business Name Statement must be filed prior to that date. The filing of this statement does not of itself authorize the use in this state of a Fictitious Business Name in violation of the rights of another under Federal, State, or common law (See section 14411 et seq. Business and Professions Code)Publish: Mountain Views News Dates Pub: Feb. 23, March 02, 09, 16, 2013: [882, 877, 1050, 1066]
notice-title: FILE NO. 2013-0035797 STATEMENT OF ABANDONMENT OF USE OF FICTITIOUS BUSINESS NAME: [356, 824, 524, 852]
legal-notice: [883, 1076, 1050, 1291]
legal-notice: [707, 530, 874, 727]
notice-body: File No. 2013-0028905 The following person(s) is (are) doing business as: YINGHONG TRADING CO., 18351 COLIMA RD. #140, ROWLAND HTS., CA 91748. Full name of registrant(s) is (are) CHAO WANG, 18351 COLIMA RD. #140, ROWLAND HTS., CA 91748. This Business is conducted by: AN INDIVIDUAL. Signed: CHAO WANG. This statement was filed with the County Clerk of Los Angeles County on 02/11/2013. The registrant(s) has (have) commenced to transact business under the fictitious business name or names listed above on N/A. NOTICE- This Fictitious Name Statement expires five years from the date it was filed in the office of the County Clerk. A new Fictitious Business Name Statement must be filed prior to that date. The filing of this statement does not of itself authorize the use in this state of a Fictitious Business Name in violation of the rights of another under Federal, State, or common law (See section 14411 et seq. Business and Professions Code)Publish: Mountain Views News Dates Pub: March 02, 09, 16, 23, 2013: [356, 430, 524, 619]
notice-title: FICTITIOUS BUSINESS NAME STATEMENT: [181, 62, 331, 72]
